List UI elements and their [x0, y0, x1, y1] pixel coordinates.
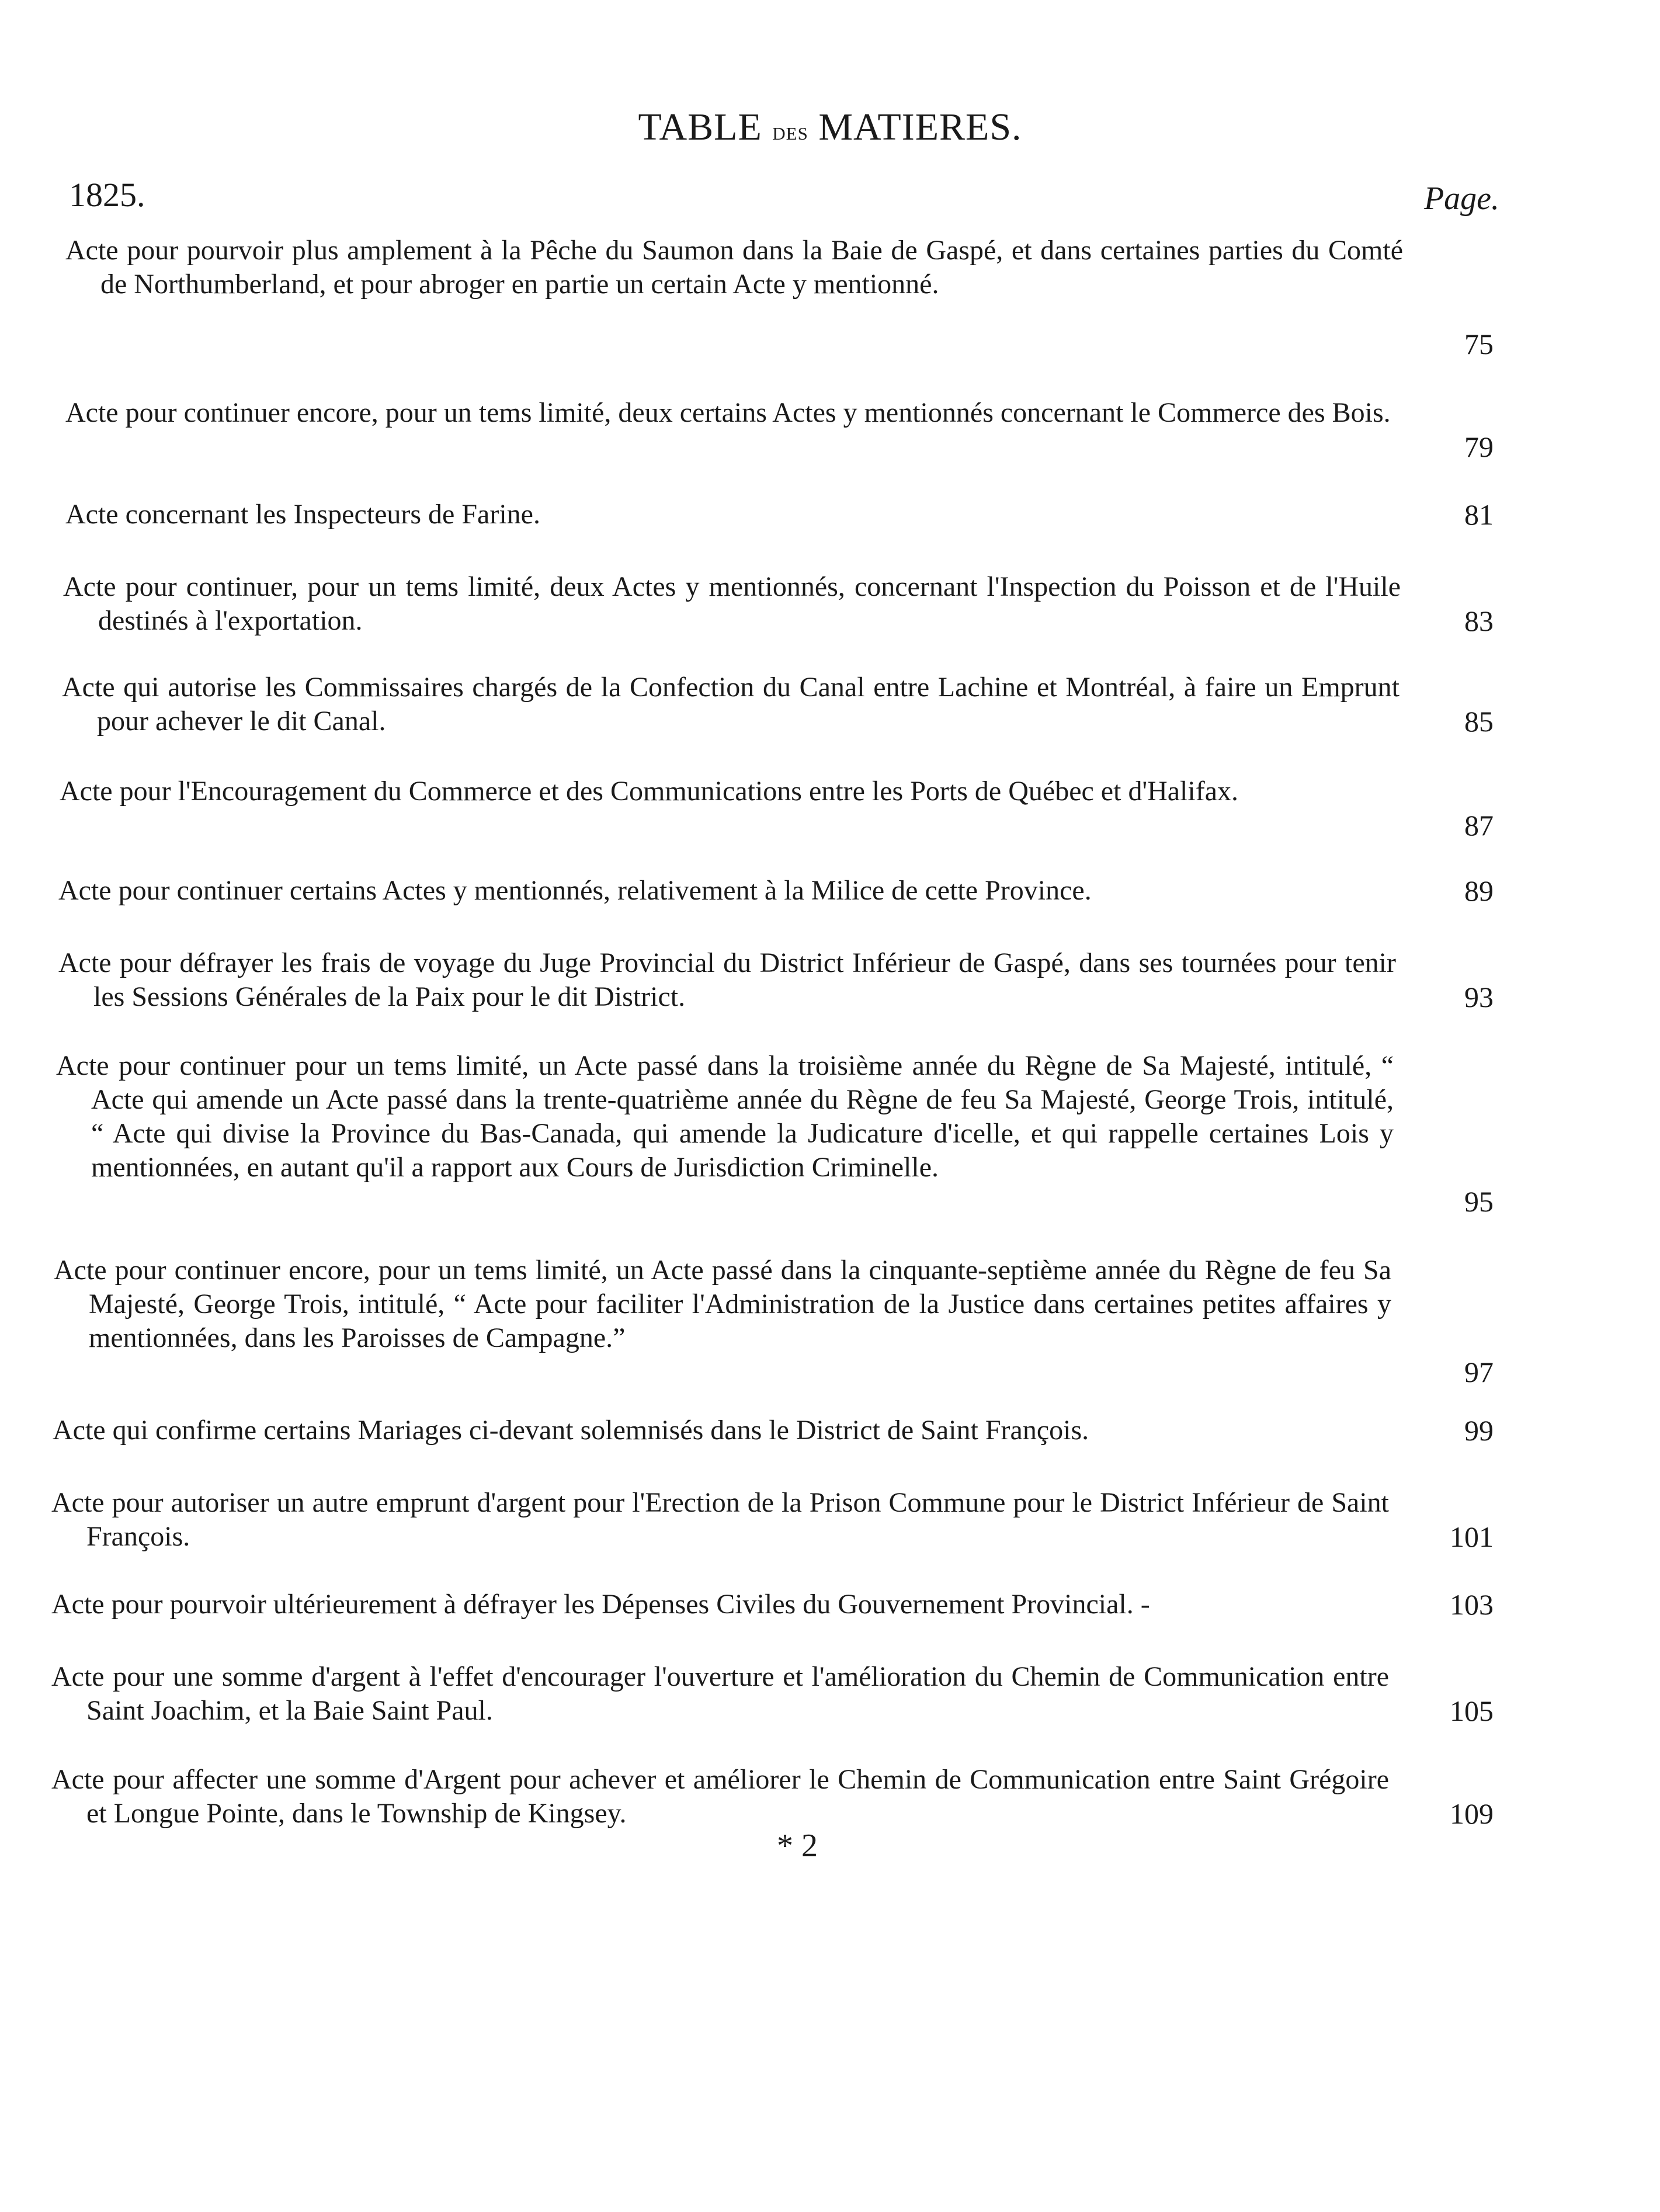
toc-entry-page: 75	[1464, 328, 1494, 360]
toc-entry-text: Acte pour continuer encore, pour un tems limité, deux certains Actes y mentionnés concernant le Commerce des Bois.	[65, 397, 1391, 428]
toc-entry-page: 87	[1464, 809, 1494, 842]
toc-entry-page: 79	[1464, 430, 1494, 463]
toc-entry-page: 95	[1464, 1185, 1494, 1218]
toc-entry-page: 103	[1450, 1588, 1494, 1621]
toc-entry-text: Acte pour continuer certains Actes y mentionnés, relativement à la Milice de cette Province.	[58, 875, 1092, 906]
toc-entry-text: Acte qui autorise les Commissaires chargés de la Confection du Canal entre Lachine et Montréal, à faire un Emprunt pour achever le dit Canal.	[62, 672, 1399, 737]
toc-entry-text: Acte pour l'Encouragement du Commerce et des Communications entre les Ports de Québec et d'Halifax.	[60, 776, 1239, 807]
toc-entry-page: 99	[1464, 1414, 1494, 1447]
toc-entry-page: 83	[1464, 605, 1494, 637]
toc-entry-text: Acte pour continuer pour un tems limité, un Acte passé dans la troisième année du Règne de Sa Majesté, intitulé, “ Acte qui amende un Acte passé dans la trente-quatrième année du Règne de feu Sa Majesté, George Trois, intitulé, “ Acte qui divise la Province du Bas-Canada, qui amende la Judicature d'icelle, et qui rappelle certaines Lois y mentionnées, en autant qu'il a rapport aux Cours de Jurisdiction Criminelle.	[56, 1050, 1394, 1183]
page-title	[0, 105, 1660, 150]
toc-entry-text: Acte pour pourvoir ultérieurement à défrayer les Dépenses Civiles du Gouvernement Provincial. -	[51, 1589, 1150, 1620]
signature-mark: * 2	[777, 1828, 818, 1864]
toc-entry-text: Acte pour affecter une somme d'Argent pour achever et améliorer le Chemin de Communication entre Saint Grégoire et Longue Pointe, dans le Township de Kingsey.	[51, 1764, 1389, 1829]
toc-entry-page: 97	[1464, 1356, 1494, 1388]
toc-entry-page: 85	[1464, 705, 1494, 738]
toc-entry-page: 89	[1464, 874, 1494, 907]
toc-entry-text: Acte pour autoriser un autre emprunt d'argent pour l'Erection de la Prison Commune pour le District Inférieur de Saint François.	[51, 1487, 1389, 1552]
toc-entry-page: 93	[1464, 981, 1494, 1013]
toc-entry-text: Acte qui confirme certains Mariages ci-devant solemnisés dans le District de Saint François.	[53, 1415, 1089, 1446]
toc-entry-text: Acte pour une somme d'argent à l'effet d'encourager l'ouverture et l'amélioration du Chemin de Communication entre Saint Joachim, et la Baie Saint Paul.	[51, 1661, 1389, 1726]
toc-entry-text: Acte pour pourvoir plus amplement à la Pêche du Saumon dans la Baie de Gaspé, et dans certaines parties du Comté de Northumberland, et pour abroger en partie un certain Acte y mentionné.	[65, 235, 1403, 300]
toc-entry-page: 81	[1464, 498, 1494, 531]
year-heading: 1825.	[69, 176, 145, 214]
title-part-1: TABLE	[638, 106, 773, 148]
toc-entry-text: Acte pour défrayer les frais de voyage du Juge Provincial du District Inférieur de Gaspé, dans ses tournées pour tenir les Sessions Générales de la Paix pour le dit District.	[58, 947, 1396, 1012]
page-column-heading: Page.	[1423, 180, 1499, 217]
toc-entry-page: 105	[1450, 1694, 1494, 1727]
toc-entry-text: Acte concernant les Inspecteurs de Farine.	[65, 499, 540, 530]
title-part-2: des	[772, 117, 808, 145]
toc-entry-page: 101	[1450, 1520, 1494, 1553]
toc-entry-text: Acte pour continuer, pour un tems limité, deux Actes y mentionnés, concernant l'Inspection du Poisson et de l'Huile destinés à l'exportation.	[63, 571, 1401, 636]
toc-entry-text: Acte pour continuer encore, pour un tems limité, un Acte passé dans la cinquante-septième année du Règne de feu Sa Majesté, George Trois, intitulé, “ Acte pour faciliter l'Administration de la Justice dans certaines petites affaires y mentionnées, dans les Paroisses de Campagne.”	[54, 1255, 1391, 1353]
title-part-3: MATIERES.	[808, 106, 1022, 148]
toc-entry-page: 109	[1450, 1797, 1494, 1830]
